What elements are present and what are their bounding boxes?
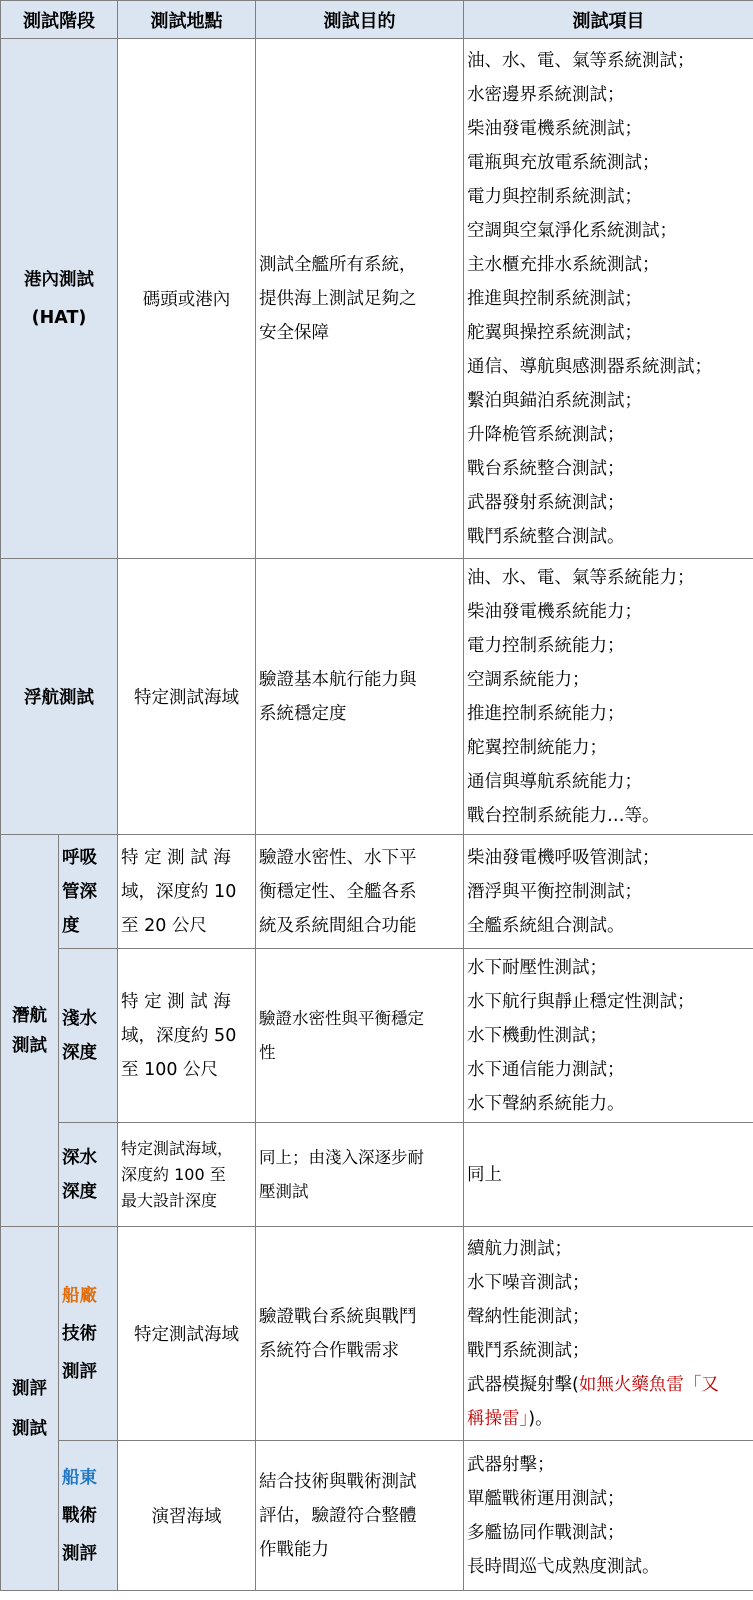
- header-row: [1, 1, 753, 39]
- header-stage: 測試階段: [1, 1, 118, 39]
- item-text: )。: [528, 1408, 553, 1429]
- list-item: 多艦協同作戰測試；: [467, 1522, 625, 1543]
- stage-hat-line1: 港內測試: [24, 269, 94, 290]
- list-item: 舵翼控制統能力；: [467, 737, 607, 758]
- sub-line: 測評: [62, 1543, 97, 1564]
- sub-line-colored: 船東: [62, 1467, 97, 1488]
- list-item: 空調系統能力；: [467, 669, 590, 690]
- list-item: 水下通信能力測試；: [467, 1059, 625, 1080]
- purpose-line: 系統符合作戰需求: [259, 1340, 399, 1361]
- purpose-shallow: [256, 949, 464, 1123]
- list-item: 電力與控制系統測試；: [467, 186, 642, 207]
- purpose-tech: [256, 1227, 464, 1441]
- sub-line: 淺水: [62, 1008, 97, 1029]
- list-item: 油、水、電、氣等系統測試；: [467, 50, 695, 71]
- list-item: 潛浮與平衡控制測試；: [467, 881, 642, 902]
- row-hat: [1, 39, 753, 559]
- stage-line: 測試: [12, 1035, 47, 1056]
- list-item: 戰鬥系統測試；: [467, 1340, 590, 1361]
- list-item: 單艦戰術運用測試；: [467, 1488, 625, 1509]
- list-item: 主水櫃充排水系統測試；: [467, 254, 660, 275]
- list-item: 通信與導航系統能力；: [467, 771, 642, 792]
- list-item: 全艦系統組合測試。: [467, 915, 625, 936]
- stage-hat-line2: (HAT): [31, 307, 87, 328]
- sub-snorkel: [59, 835, 118, 949]
- item-text: 武器模擬射擊(: [467, 1374, 579, 1395]
- stage-dive: [1, 835, 59, 1227]
- list-item: 水下聲納系統能力。: [467, 1093, 625, 1114]
- location-hat: 碼頭或港內: [118, 39, 256, 559]
- list-item: 升降桅管系統測試；: [467, 424, 625, 445]
- row-float: [1, 559, 753, 835]
- purpose-line: 提供海上測試足夠之: [259, 288, 417, 309]
- list-item: 戰台系統整合測試；: [467, 458, 625, 479]
- sub-line: 呼吸: [62, 847, 97, 868]
- list-item: 繫泊與錨泊系統測試；: [467, 390, 642, 411]
- list-item: 水下航行與靜止穩定性測試；: [467, 991, 695, 1012]
- list-item: 水下噪音測試；: [467, 1272, 590, 1293]
- purpose-line: 評估，驗證符合整體: [259, 1505, 417, 1526]
- purpose-float: [256, 559, 464, 835]
- purpose-line: 驗證基本航行能力與: [259, 669, 417, 690]
- list-item: 柴油發電機系統能力；: [467, 601, 642, 622]
- purpose-line: 結合技術與戰術測試: [259, 1471, 417, 1492]
- list-item: 水密邊界系統測試；: [467, 84, 625, 105]
- purpose-line: 驗證水密性與平衡穩定: [259, 1008, 424, 1028]
- items-float: [464, 559, 753, 835]
- location-shallow: [118, 949, 256, 1123]
- list-item: 武器射擊；: [467, 1454, 555, 1475]
- sub-line: 深度: [62, 1181, 97, 1202]
- sub-line: 深水: [62, 1147, 97, 1168]
- sub-line: 技術: [62, 1323, 97, 1344]
- item-red-text: 如無火藥魚雷「又: [578, 1374, 719, 1395]
- list-item: 戰台控制系統能力…等。: [467, 805, 660, 826]
- purpose-snorkel: [256, 835, 464, 949]
- location-tactic: 演習海域: [118, 1441, 256, 1591]
- list-item: 柴油發電機呼吸管測試；: [467, 847, 660, 868]
- sub-tactic: [59, 1441, 118, 1591]
- sub-line: 深度: [62, 1042, 97, 1063]
- item-red-text: 稱操雷」: [467, 1408, 529, 1429]
- purpose-line: 作戰能力: [259, 1539, 329, 1560]
- items-tactic: [464, 1441, 753, 1591]
- list-item-last-cont: [467, 1402, 750, 1436]
- list-item-last: [467, 1368, 750, 1402]
- location-snorkel: [118, 835, 256, 949]
- sub-tech: [59, 1227, 118, 1441]
- row-eval-tactic: [1, 1441, 753, 1591]
- list-item: 長時間巡弋成熟度測試。: [467, 1556, 660, 1577]
- list-item: 武器發射系統測試；: [467, 492, 625, 513]
- list-item: 續航力測試；: [467, 1238, 572, 1259]
- list-item: 舵翼與操控系統測試；: [467, 322, 642, 343]
- sub-shallow: [59, 949, 118, 1123]
- purpose-line: 系統穩定度: [259, 703, 347, 724]
- items-shallow: [464, 949, 753, 1123]
- list-item: 聲納性能測試；: [467, 1306, 590, 1327]
- purpose-line: 性: [259, 1042, 276, 1062]
- stage-line: 潛航: [12, 1005, 47, 1026]
- row-dive-snorkel: [1, 835, 753, 949]
- stage-line: 測試: [12, 1418, 47, 1439]
- location-line: 域，深度約 10: [121, 881, 237, 902]
- purpose-line: 測試全艦所有系統，: [259, 254, 417, 275]
- stage-float: 浮航測試: [1, 559, 118, 835]
- sub-line: 戰術: [62, 1505, 97, 1526]
- header-location: 測試地點: [118, 1, 256, 39]
- location-float: 特定測試海域: [118, 559, 256, 835]
- row-dive-deep: [1, 1123, 753, 1227]
- list-item: 推進控制系統能力；: [467, 703, 625, 724]
- purpose-line: 驗證戰台系統與戰鬥: [259, 1306, 417, 1327]
- list-item: 通信、導航與感測器系統測試；: [467, 356, 712, 377]
- location-tech: 特定測試海域: [118, 1227, 256, 1441]
- location-line: 特 定 測 試 海: [121, 991, 231, 1012]
- location-line: 最大設計深度: [121, 1190, 218, 1210]
- stage-eval: [1, 1227, 59, 1591]
- stage-hat: [1, 39, 118, 559]
- items-tech: [464, 1227, 753, 1441]
- list-item: 水下耐壓性測試；: [467, 957, 607, 978]
- sub-deep: [59, 1123, 118, 1227]
- items-deep: 同上: [464, 1123, 753, 1227]
- row-dive-shallow: [1, 949, 753, 1123]
- purpose-hat: [256, 39, 464, 559]
- sub-line-colored: 船廠: [62, 1285, 97, 1306]
- list-item: 戰鬥系統整合測試。: [467, 526, 625, 547]
- items-hat: [464, 39, 753, 559]
- sub-line: 管深: [62, 881, 97, 902]
- list-item: 油、水、電、氣等系統能力；: [467, 567, 695, 588]
- list-item: 空調與空氣淨化系統測試；: [467, 220, 677, 241]
- row-eval-tech: [1, 1227, 753, 1441]
- purpose-tactic: [256, 1441, 464, 1591]
- purpose-line: 驗證水密性、水下平: [259, 847, 417, 868]
- list-item: 電力控制系統能力；: [467, 635, 625, 656]
- list-item: 柴油發電機系統測試；: [467, 118, 642, 139]
- location-line: 特定測試海域，: [121, 1138, 234, 1158]
- location-line: 域，深度約 50: [121, 1025, 237, 1046]
- header-items: 測試項目: [464, 1, 753, 39]
- purpose-line: 衡穩定性、全艦各系: [259, 881, 417, 902]
- list-item: 推進與控制系統測試；: [467, 288, 642, 309]
- purpose-line: 壓測試: [259, 1181, 309, 1201]
- purpose-line: 安全保障: [259, 322, 329, 343]
- purpose-line: 同上；由淺入深逐步耐: [259, 1147, 424, 1167]
- header-purpose: 測試目的: [256, 1, 464, 39]
- location-deep: [118, 1123, 256, 1227]
- purpose-line: 統及系統間組合功能: [259, 915, 417, 936]
- list-item: 水下機動性測試；: [467, 1025, 607, 1046]
- location-line: 至 100 公尺: [121, 1059, 219, 1080]
- purpose-deep: [256, 1123, 464, 1227]
- location-line: 深度約 100 至: [121, 1164, 226, 1184]
- sub-line: 度: [62, 915, 80, 936]
- location-line: 至 20 公尺: [121, 915, 207, 936]
- sub-line: 測評: [62, 1361, 97, 1382]
- list-item: 電瓶與充放電系統測試；: [467, 152, 660, 173]
- location-line: 特 定 測 試 海: [121, 847, 231, 868]
- items-snorkel: [464, 835, 753, 949]
- stage-line: 測評: [12, 1378, 47, 1399]
